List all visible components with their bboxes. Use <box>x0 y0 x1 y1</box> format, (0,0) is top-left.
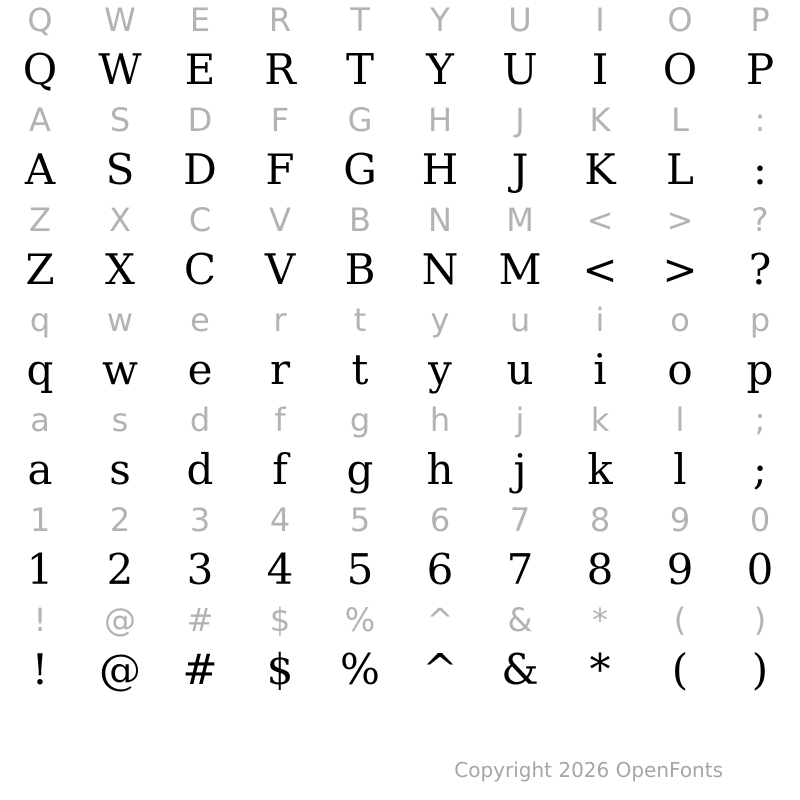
glyph-cell: ) <box>753 601 767 639</box>
glyph-cell: h <box>429 401 451 439</box>
glyph-cell: 1 <box>26 545 54 594</box>
glyph-cell: D <box>183 145 217 194</box>
glyph-cell: T <box>345 45 374 94</box>
glyph-cell: ( <box>673 601 687 639</box>
glyph-cell: ^ <box>426 601 454 639</box>
glyph-cell: G <box>347 101 373 139</box>
glyph-cell: Q <box>27 1 53 39</box>
glyph-cell: 3 <box>186 545 214 594</box>
glyph-cell: % <box>344 601 376 639</box>
glyph-row-ink <box>0 145 800 195</box>
glyph-cell: * <box>592 601 608 639</box>
glyph-row-ink <box>0 245 800 295</box>
glyph-cell: 1 <box>29 501 51 539</box>
glyph-cell: o <box>670 301 690 339</box>
glyph-cell: C <box>183 245 217 294</box>
glyph-cell: p <box>749 301 771 339</box>
glyph-cell: t <box>351 345 369 394</box>
glyph-cell: ) <box>751 645 769 694</box>
glyph-cell: E <box>184 45 216 94</box>
glyph-cell: 4 <box>266 545 294 594</box>
glyph-cell: t <box>353 301 367 339</box>
glyph-cell: U <box>508 1 532 39</box>
glyph-cell: ^ <box>422 645 458 694</box>
glyph-cell: @ <box>99 645 141 694</box>
glyph-cell: a <box>30 401 50 439</box>
glyph-cell: : <box>752 145 768 194</box>
glyph-cell: i <box>595 301 605 339</box>
glyph-cell: q <box>29 301 51 339</box>
glyph-cell: F <box>270 101 290 139</box>
glyph-cell: 7 <box>506 545 534 594</box>
glyph-cell: Y <box>430 1 450 39</box>
glyph-cell: 6 <box>426 545 454 594</box>
glyph-cell: R <box>264 45 296 94</box>
glyph-cell: < <box>582 245 618 294</box>
glyph-cell: a <box>27 445 53 494</box>
glyph-cell: w <box>106 301 134 339</box>
glyph-cell: $ <box>269 601 291 639</box>
glyph-cell: I <box>591 45 609 94</box>
glyph-cell: f <box>272 445 288 494</box>
glyph-cell: $ <box>266 645 294 694</box>
glyph-row-ghost <box>0 0 800 45</box>
glyph-cell: S <box>109 101 131 139</box>
glyph-cell: Q <box>22 45 58 94</box>
glyph-row-ink <box>0 645 800 695</box>
glyph-cell: E <box>189 1 211 39</box>
glyph-cell: ( <box>671 645 689 694</box>
glyph-row-ghost <box>0 495 800 545</box>
glyph-cell: A <box>29 101 51 139</box>
glyph-cell: 4 <box>269 501 291 539</box>
glyph-cell: 9 <box>666 545 694 594</box>
glyph-cell: R <box>268 1 292 39</box>
glyph-cell: 8 <box>586 545 614 594</box>
glyph-cell: 0 <box>749 501 771 539</box>
glyph-cell: J <box>511 145 529 194</box>
glyph-cell: O <box>662 45 698 94</box>
glyph-cell: j <box>515 401 525 439</box>
glyph-cell: C <box>188 201 212 239</box>
glyph-cell: 2 <box>106 545 134 594</box>
glyph-cell: ? <box>751 201 769 239</box>
glyph-cell: u <box>506 345 534 394</box>
glyph-cell: A <box>24 145 56 194</box>
glyph-row-ink <box>0 445 800 495</box>
glyph-cell: K <box>589 101 611 139</box>
glyph-cell: Y <box>426 45 454 94</box>
glyph-cell: 9 <box>669 501 691 539</box>
glyph-cell: s <box>109 445 131 494</box>
glyph-row-ghost <box>0 195 800 245</box>
glyph-cell: G <box>343 145 377 194</box>
glyph-row-ink <box>0 545 800 595</box>
glyph-cell: d <box>189 401 211 439</box>
glyph-cell: M <box>506 201 534 239</box>
glyph-cell: ; <box>752 445 768 494</box>
glyph-cell: < <box>586 201 614 239</box>
glyph-cell: N <box>428 201 452 239</box>
glyph-cell: P <box>745 45 775 94</box>
glyph-cell: f <box>274 401 286 439</box>
glyph-cell: H <box>421 145 459 194</box>
glyph-cell: 0 <box>746 545 774 594</box>
glyph-cell: e <box>190 301 210 339</box>
glyph-cell: : <box>754 101 766 139</box>
glyph-cell: O <box>667 1 693 39</box>
glyph-row-ink <box>0 45 800 95</box>
glyph-cell: > <box>662 245 698 294</box>
glyph-row-ghost <box>0 395 800 445</box>
glyph-cell: j <box>513 445 527 494</box>
glyph-cell: K <box>584 145 616 194</box>
glyph-cell: Z <box>29 201 51 239</box>
glyph-cell: P <box>750 1 770 39</box>
glyph-cell: W <box>98 45 142 94</box>
glyph-cell: # <box>182 645 218 694</box>
glyph-cell: % <box>340 645 380 694</box>
glyph-row-ghost <box>0 95 800 145</box>
glyph-cell: & <box>501 645 539 694</box>
glyph-cell: ! <box>31 645 49 694</box>
glyph-cell: p <box>746 345 774 394</box>
glyph-cell: k <box>587 445 613 494</box>
glyph-cell: 2 <box>109 501 131 539</box>
glyph-cell: o <box>667 345 693 394</box>
glyph-cell: V <box>264 245 296 294</box>
glyph-cell: 5 <box>349 501 371 539</box>
glyph-cell: s <box>111 401 129 439</box>
glyph-cell: 7 <box>509 501 531 539</box>
glyph-cell: J <box>515 101 525 139</box>
glyph-cell: e <box>187 345 213 394</box>
glyph-cell: y <box>430 301 450 339</box>
glyph-cell: * <box>589 645 611 694</box>
glyph-cell: q <box>26 345 54 394</box>
glyph-cell: l <box>673 445 687 494</box>
glyph-cell: F <box>265 145 295 194</box>
glyph-cell: 5 <box>346 545 374 594</box>
glyph-cell: S <box>105 145 135 194</box>
glyph-cell: w <box>102 345 138 394</box>
glyph-cell: B <box>349 201 371 239</box>
glyph-cell: d <box>186 445 214 494</box>
glyph-cell: M <box>498 245 542 294</box>
glyph-cell: @ <box>104 601 136 639</box>
glyph-cell: 3 <box>189 501 211 539</box>
glyph-cell: g <box>349 401 371 439</box>
glyph-cell: i <box>593 345 607 394</box>
glyph-cell: X <box>105 245 135 294</box>
glyph-cell: ? <box>748 245 772 294</box>
glyph-cell: r <box>273 301 287 339</box>
glyph-cell: u <box>509 301 531 339</box>
glyph-row-ghost <box>0 295 800 345</box>
glyph-cell: L <box>671 101 689 139</box>
glyph-cell: ; <box>754 401 766 439</box>
glyph-cell: h <box>426 445 454 494</box>
glyph-cell: B <box>344 245 376 294</box>
glyph-cell: l <box>675 401 685 439</box>
glyph-row-ink <box>0 345 800 395</box>
glyph-cell: 6 <box>429 501 451 539</box>
glyph-cell: # <box>186 601 214 639</box>
glyph-cell: N <box>421 245 459 294</box>
glyph-cell: U <box>502 45 538 94</box>
glyph-cell: r <box>269 345 291 394</box>
glyph-cell: ! <box>33 601 47 639</box>
glyph-cell: V <box>269 201 291 239</box>
copyright-text: Copyright 2026 OpenFonts <box>454 758 723 782</box>
glyph-cell: k <box>590 401 610 439</box>
glyph-cell: T <box>350 1 370 39</box>
glyph-cell: X <box>109 201 131 239</box>
glyph-cell: > <box>666 201 694 239</box>
glyph-cell: W <box>104 1 136 39</box>
glyph-cell: Z <box>25 245 55 294</box>
glyph-row-ghost <box>0 595 800 645</box>
glyph-cell: L <box>666 145 694 194</box>
glyph-cell: 8 <box>589 501 611 539</box>
glyph-cell: & <box>507 601 533 639</box>
glyph-cell: g <box>346 445 374 494</box>
glyph-cell: I <box>595 1 605 39</box>
glyph-cell: H <box>427 101 453 139</box>
glyph-cell: y <box>428 345 452 394</box>
glyph-cell: D <box>187 101 213 139</box>
